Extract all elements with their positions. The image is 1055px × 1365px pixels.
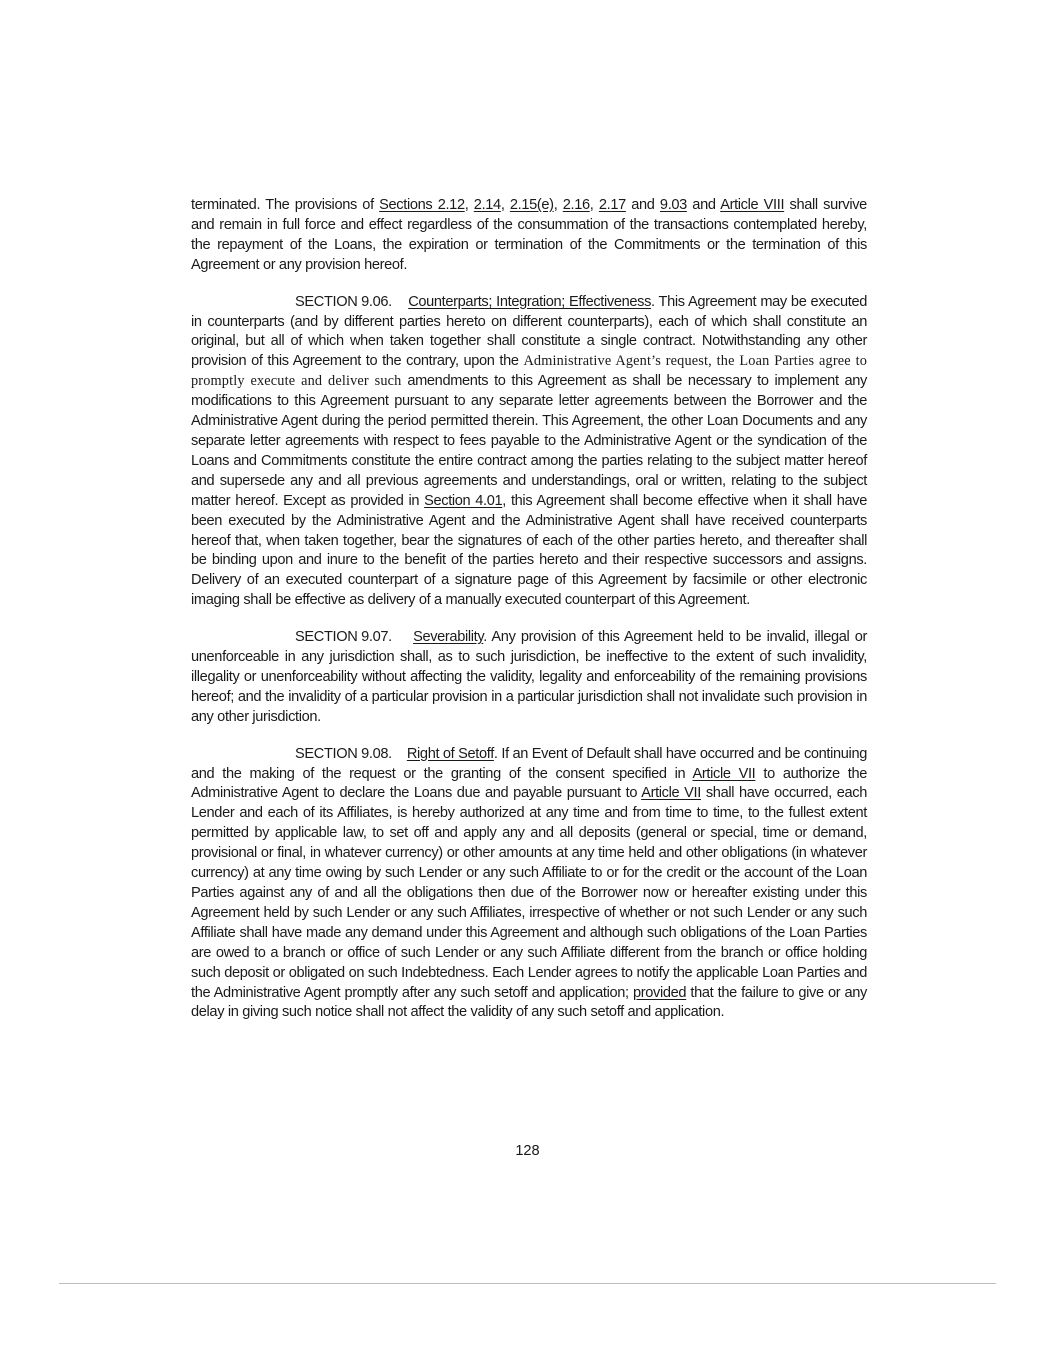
cross-reference-9-03: 9.03 <box>659 197 687 213</box>
section-9-07 <box>191 628 867 728</box>
cross-reference-article-viii: Article VIII <box>720 197 785 213</box>
page-number: 128 <box>515 1143 540 1159</box>
section-heading: Right of Setoff <box>406 745 494 762</box>
text: terminated. The provisions of <box>191 197 380 213</box>
text: , <box>553 197 563 213</box>
text: , <box>464 197 474 213</box>
document-body <box>191 196 867 1040</box>
section-heading: Severability <box>413 629 484 646</box>
cross-reference-2-17: 2.17 <box>598 197 626 213</box>
text: , <box>589 197 599 213</box>
text: shall survive and remain in full force and effect regardless of the consummation of the transactions contemplated hereby, the repayment of the Loans, the expiration or termination of the Commitments or the termination of this Agreement or any provision hereof. <box>191 197 867 273</box>
cross-reference-2-15e: 2.15(e) <box>509 197 554 213</box>
text: amendments to this Agreement as shall be necessary to implement any modifications to this Agreement pursuant to any separate letter agreements between the Borrower and the Administrative Agent during the period permitted therein. This Agreement, the other Loan Documents and any separate letter agreements with respect to fees payable to the Administrative Agent or the syndication of the Loans and Commitments constitute the entire contract among the parties relating to the subject matter hereof and supersede any and all previous agreements and understandings, oral or written, relating to the subject matter hereof. Except as provided in <box>191 373 867 509</box>
cross-reference-article-vii: Article VII <box>692 765 756 782</box>
text: and <box>625 197 660 213</box>
cross-reference-article-vii: Article VII <box>641 785 701 802</box>
text: , this Agreement shall become effective when it shall have been executed by the Administrative Agent and the Administrative Agent shall have received counterparts hereof that, when taken together, bear the signatures of each of the other parties hereto, and thereafter shall be binding upon and inure to the benefit of the parties hereto and their respective successors and assigns. Delivery of an executed counterpart of a signature page of this Agreement by facsimile or other electronic imaging shall be effective as delivery of a manually executed counterpart of this Agreement. <box>191 492 868 609</box>
section-9-06 <box>191 293 867 612</box>
text: . If an Event of Default shall have occurred and be continuing and the making of the request or the granting of the consent specified in <box>191 745 867 782</box>
text: . Any provision of this Agreement held to be invalid, illegal or unenforceable in any jurisdiction shall, as to such jurisdiction, be ineffective to the extent of such invalidity, illegality or unenforceability without affecting the validity, legality and enforceability of the remaining provisions hereof; and the invalidity of a particular provision in a particular jurisdiction shall not invalidate such provision in any other jurisdiction. <box>191 629 867 725</box>
section-number: SECTION 9.06. <box>295 293 392 310</box>
section-number: SECTION 9.07. <box>295 629 392 646</box>
paragraph-survival <box>191 196 867 276</box>
text: and <box>686 197 721 213</box>
text-serif-line: Administrative Agent’s request, the Loan Parties agree to promptly execute and deliver such <box>191 353 868 390</box>
section-9-08 <box>191 745 867 1024</box>
section-number: SECTION 9.08. <box>295 745 392 762</box>
section-heading: Counterparts; Integration; Effectiveness <box>408 293 652 310</box>
text: . This Agreement may be executed in counterparts (and by different parties hereto on different counterparts), each of which shall constitute an original, but all of which when taken together shall constitute a single contract. Notwithstanding any other provision of this Agreement to the contrary, upon the <box>191 293 867 370</box>
cross-reference-2-14: 2.14 <box>473 197 501 213</box>
cross-reference-section-4-01: Section 4.01 <box>424 492 503 509</box>
text: to authorize the Administrative Agent to declare the Loans due and payable pursuant to <box>191 765 867 802</box>
text: that the failure to give or any delay in giving such notice shall not affect the validity of any such setoff and application. <box>191 984 867 1021</box>
text: , <box>500 197 510 213</box>
provided-term: provided <box>633 984 687 1001</box>
text: shall have occurred, each Lender and each of its Affiliates, is hereby authorized at any time and from time to time, to the fullest extent permitted by applicable law, to set off and apply any and all deposits (general or special, time or demand, provisional or final, in whatever currency) or other amounts at any time held and other obligations (in whatever currency) at any time owing by such Lender or any such Affiliate to or for the credit or the account of the Loan Parties against any of and all the obligations then due of the Borrower now or hereafter existing under this Agreement held by such Lender or any such Affiliates, irrespective of whether or not such Lender or any such Affiliate shall have made any demand under this Agreement and although such obligations of the Loan Parties are owed to a branch or office of such Lender or any such Affiliate different from the branch or office holding such deposit or obligated on such Indebtedness. Each Lender agrees to notify the applicable Loan Parties and the Administrative Agent promptly after any such setoff and application; <box>191 785 867 1001</box>
footer-divider <box>59 1283 996 1284</box>
cross-reference-sections-2-12: Sections 2.12 <box>379 197 465 213</box>
cross-reference-2-16: 2.16 <box>562 197 590 213</box>
